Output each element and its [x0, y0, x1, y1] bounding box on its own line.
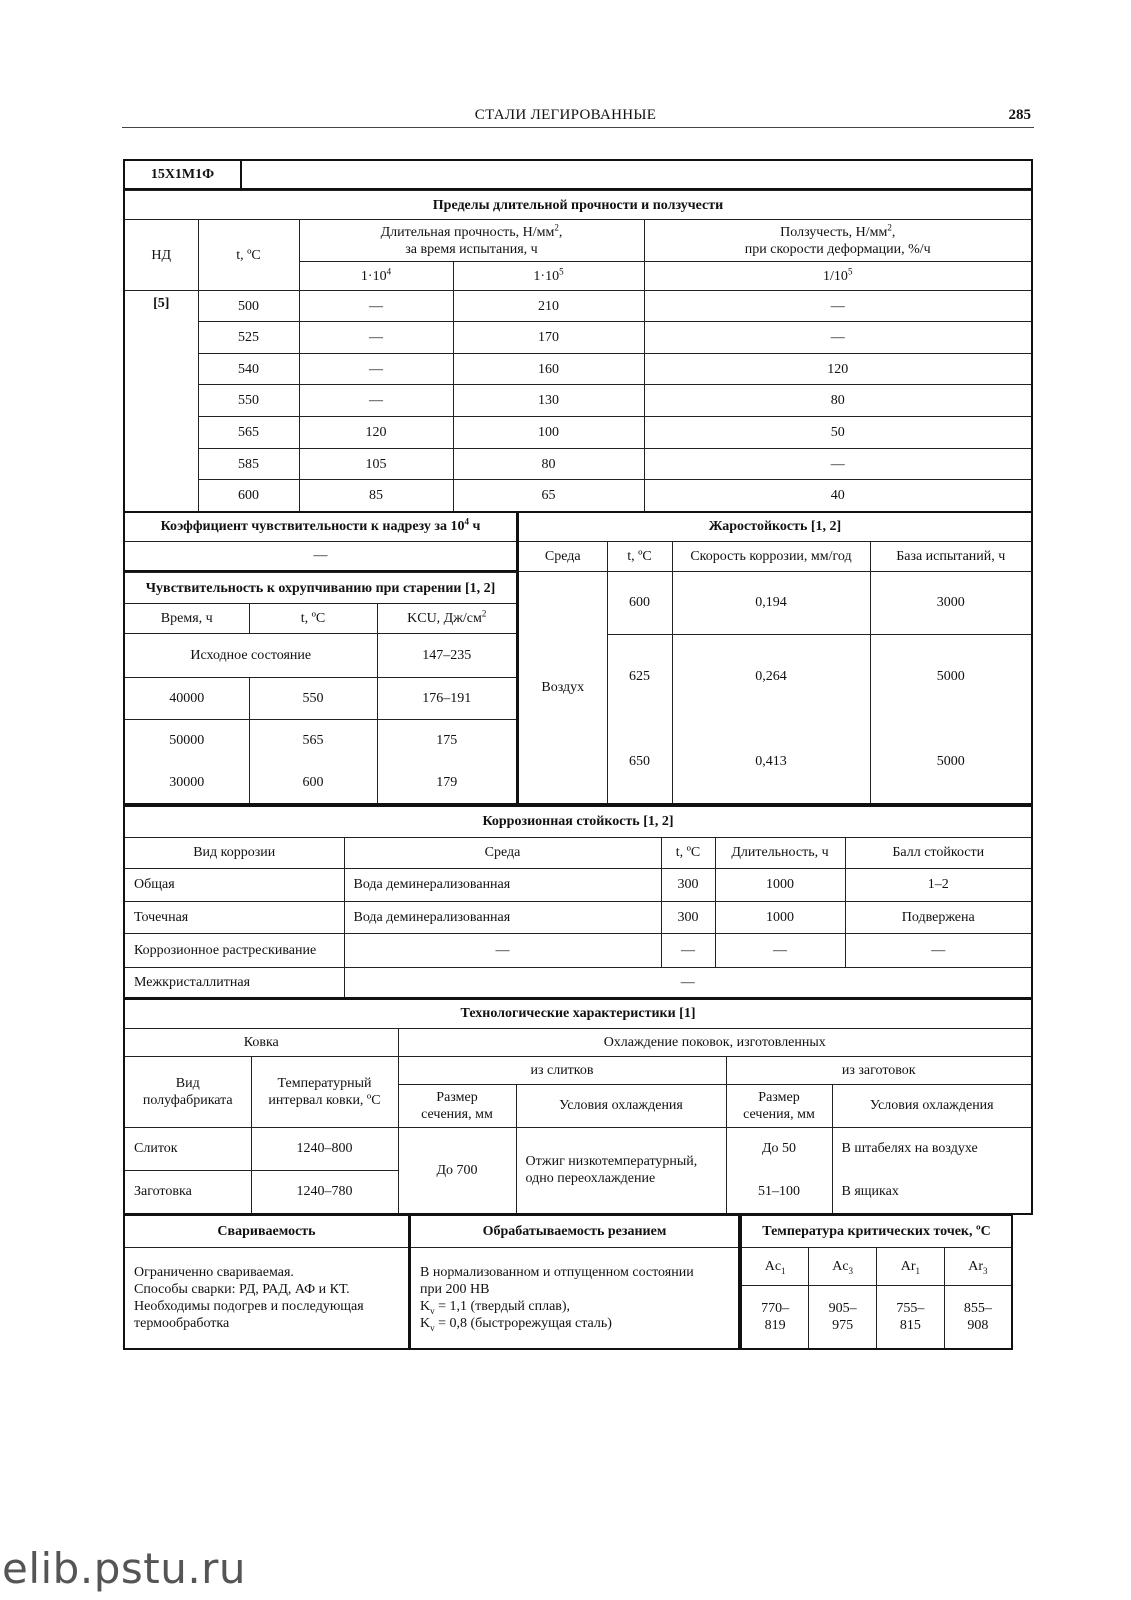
col-strength-sup: 2 [554, 221, 559, 232]
heat-rate: 0,413 [672, 719, 870, 804]
corr-medium: Вода деминерализованная [344, 901, 661, 933]
crit-value-1: 855– [963, 1300, 992, 1316]
heat-t: 600 [607, 571, 672, 634]
col-temp: t, ºC [607, 541, 672, 571]
notch-embrit-block [123, 511, 518, 805]
crit-value-1: 770– [761, 1300, 790, 1316]
col-base: База испытаний, ч [870, 541, 1032, 571]
embrit-time: 30000 [124, 762, 249, 804]
tech-billet-size: До 50 [726, 1127, 832, 1170]
creep-s4: — [299, 354, 453, 385]
col-creep-line1: Ползучесть, Н/мм [780, 224, 888, 240]
col-strength-line2: за время испытания, ч [405, 241, 538, 257]
creep-s5: 100 [453, 417, 644, 449]
col-kind [124, 1056, 251, 1127]
col-kind-1: Вид [175, 1075, 200, 1091]
weld-line: Способы сварки: РД, РАД, АФ и КТ. [134, 1281, 350, 1297]
corr-t: 300 [661, 901, 715, 933]
creep-c: — [644, 449, 1032, 480]
tech-title: Технологические характеристики [1] [124, 999, 1032, 1028]
page-number: 285 [1008, 107, 1031, 123]
creep-c: — [644, 322, 1032, 354]
embrit-kcu: 176–191 [377, 678, 517, 720]
table-row [124, 480, 1032, 512]
table-row [124, 720, 517, 762]
table-row [124, 933, 1032, 967]
tech-billet-cond: В ящиках [832, 1170, 1032, 1214]
corr-type: Точечная [124, 901, 344, 933]
col-medium: Среда [344, 837, 661, 868]
tech-ingot-size: До 700 [398, 1127, 516, 1214]
weld-title: Свариваемость [124, 1215, 409, 1247]
heat-base: 5000 [870, 719, 1032, 804]
col-temp: t, ºC [249, 604, 377, 634]
col-temp: t, ºC [661, 837, 715, 868]
table-row [124, 967, 1032, 998]
creep-t: 585 [198, 449, 299, 480]
weld-line: Необходимы подогрев и последующая [134, 1298, 364, 1314]
tech-billet-size: 51–100 [726, 1170, 832, 1214]
creep-c: — [644, 291, 1032, 322]
creep-s4: — [299, 385, 453, 417]
mach-title: Обрабатываемость резанием [410, 1215, 739, 1247]
creep-s4: 120 [299, 417, 453, 449]
mach-kv-symbol: K [420, 1315, 431, 1331]
steel-title-table [123, 159, 1033, 190]
creep-c: 120 [644, 354, 1032, 385]
creep-t: 600 [198, 480, 299, 512]
col-medium: Среда [518, 541, 607, 571]
col-kcu-sup: 2 [481, 608, 487, 619]
embrit-initial-label: Исходное состояние [124, 634, 377, 678]
crit-label-text: Ac [764, 1258, 782, 1274]
sub-1e5-base: 1·10 [533, 268, 560, 284]
tech-from-billets: из заготовок [726, 1056, 1032, 1084]
tech-cooling: Охлаждение поковок, изготовленных [398, 1028, 1032, 1056]
embrit-kcu: 179 [377, 762, 517, 804]
crit-label-sub: 1 [915, 1265, 921, 1276]
creep-s5: 170 [453, 322, 644, 354]
heat-table [517, 511, 1033, 805]
heat-t: 625 [607, 634, 672, 719]
tech-range: 1240–800 [251, 1127, 398, 1170]
crit-value [809, 1285, 877, 1349]
tech-billet-cond: В штабелях на воздухе [832, 1127, 1032, 1170]
creep-s5: 160 [453, 354, 644, 385]
table-row [124, 354, 1032, 385]
weld-block [123, 1214, 410, 1350]
table-row [124, 322, 1032, 354]
crit-label-text: Ar [968, 1258, 984, 1274]
col-size-2: сечения, мм [421, 1106, 493, 1122]
creep-s5: 130 [453, 385, 644, 417]
corr-medium: — [344, 933, 661, 967]
creep-s4: — [299, 291, 453, 322]
mach-kv-sub: v [430, 1322, 435, 1333]
col-cond-ingot: Условия охлаждения [516, 1084, 726, 1127]
crit-label-sub: 1 [781, 1265, 786, 1276]
col-kind-2: полуфабриката [142, 1092, 233, 1108]
notch-title-end: ч [469, 519, 481, 535]
col-time: Время, ч [124, 604, 249, 634]
crit-label [877, 1247, 945, 1285]
crit-value-2: 975 [832, 1317, 854, 1333]
tech-range: 1240–780 [251, 1170, 398, 1214]
crit-value [944, 1285, 1012, 1349]
mach-line: при 200 НВ [420, 1281, 490, 1297]
col-range-2: интервал ковки, ºC [268, 1092, 381, 1108]
tech-ingot-cond [516, 1127, 726, 1214]
heat-medium: Воздух [518, 571, 607, 804]
creep-c: 50 [644, 417, 1032, 449]
heat-base: 5000 [870, 634, 1032, 719]
crit-value-2: 819 [764, 1317, 786, 1333]
page-header-title: СТАЛИ ЛЕГИРОВАННЫЕ [474, 107, 657, 123]
tech-ingot-cond-2: одно переохлаждение [525, 1171, 656, 1187]
table-row [124, 678, 517, 720]
creep-s5: 65 [453, 480, 644, 512]
col-temp: t, ºC [198, 220, 299, 291]
creep-c: 40 [644, 480, 1032, 512]
creep-title: Пределы длительной прочности и ползучести [124, 191, 1032, 220]
sub-1e4-base: 1·10 [360, 268, 387, 284]
creep-s4: 105 [299, 449, 453, 480]
col-rate: Скорость коррозии, мм/год [672, 541, 870, 571]
crit-value-2: 908 [967, 1317, 989, 1333]
col-strength: Длительная прочность, $Н/мм^2$, за время испытания, ч [299, 220, 644, 262]
heat-rate: 0,194 [672, 571, 870, 634]
embrit-t: 550 [249, 678, 377, 720]
creep-s4: 85 [299, 480, 453, 512]
table-row [518, 571, 1032, 634]
col-size-2: сечения, мм [743, 1106, 815, 1122]
col-kcu-text: KCU, Дж/см [407, 611, 482, 626]
corr-t: 300 [661, 868, 715, 901]
creep-table [123, 190, 1033, 513]
col-kcu [377, 604, 517, 634]
crit-label-text: Ar [900, 1258, 916, 1274]
notch-table [123, 511, 518, 572]
nd-reference: [5] [124, 291, 198, 512]
heat-title: Жаростойкость [1, 2] [518, 512, 1032, 541]
heat-base: 3000 [870, 571, 1032, 634]
heat-t: 650 [607, 719, 672, 804]
notch-title-sup: 4 [464, 516, 469, 527]
tech-ingot-cond-1: Отжиг низкотемпературный, [525, 1154, 698, 1170]
col-range-1: Температурный [277, 1075, 372, 1091]
creep-c: 80 [644, 385, 1032, 417]
embrit-t: 565 [249, 720, 377, 762]
tech-from-ingots: из слитков [398, 1056, 726, 1084]
heat-rate: 0,264 [672, 634, 870, 719]
notch-value: — [124, 541, 517, 571]
embrit-title: Чувствительность к охрупчиванию при старении [1, 2] [124, 573, 517, 604]
watermark-url: elib.pstu.ru [2, 1544, 247, 1593]
weld-line: Ограниченно свариваемая. [134, 1264, 294, 1280]
embrit-kcu: 175 [377, 720, 517, 762]
mach-line: В нормализованном и отпущенном состоянии [420, 1264, 694, 1280]
crit-value-1: 905– [828, 1300, 857, 1316]
corr-dur: 1000 [715, 868, 845, 901]
table-row [124, 1127, 1032, 1170]
creep-t: 565 [198, 417, 299, 449]
crit-label [809, 1247, 877, 1285]
header-rule [122, 127, 1034, 128]
corr-score: Подвержена [845, 901, 1032, 933]
col-score: Балл стойкости [845, 837, 1032, 868]
col-size-1: Размер [436, 1089, 478, 1105]
crit-label-sub: 3 [983, 1265, 988, 1276]
corr-score: — [845, 933, 1032, 967]
crit-label [944, 1247, 1012, 1285]
corr-type: Межкристаллитная [124, 967, 344, 998]
tech-kind: Слиток [124, 1127, 251, 1170]
table-row [124, 901, 1032, 933]
embrit-table [123, 572, 518, 805]
col-nd: НД [124, 220, 198, 291]
embrit-t: 600 [249, 762, 377, 804]
sub-creep-base: 1/10 [823, 268, 848, 284]
table-row [124, 385, 1032, 417]
embrit-time: 50000 [124, 720, 249, 762]
table-row [124, 417, 1032, 449]
creep-t: 525 [198, 322, 299, 354]
table-row [124, 868, 1032, 901]
creep-t: 500 [198, 291, 299, 322]
creep-s5: 80 [453, 449, 644, 480]
corr-dur: — [715, 933, 845, 967]
corr-intergranular-value: — [344, 967, 1032, 998]
mach-kv-sub: v [430, 1305, 435, 1316]
crit-value [741, 1285, 809, 1349]
col-size-1: Размер [758, 1089, 800, 1105]
tech-forging: Ковка [124, 1028, 398, 1056]
weld-line: термообработка [134, 1315, 230, 1331]
embrit-time: 40000 [124, 678, 249, 720]
corr-title: Коррозионная стойкость [1, 2] [124, 806, 1032, 837]
corr-type: Общая [124, 868, 344, 901]
crit-title: Температура критических точек, ºC [741, 1215, 1012, 1247]
embrit-initial-value: 147–235 [377, 634, 517, 678]
critical-points-block [740, 1214, 1013, 1350]
sub-col-1e5 [453, 262, 644, 291]
tech-table [123, 998, 1033, 1215]
creep-s4: — [299, 322, 453, 354]
mach-line: = 0,8 (быстрорежущая сталь) [434, 1315, 612, 1331]
sub-col-creep-rate [644, 262, 1032, 291]
creep-s5: 210 [453, 291, 644, 322]
creep-t: 540 [198, 354, 299, 385]
mach-text [410, 1247, 739, 1349]
notch-title-text: Коэффициент чувствительности к надрезу за 10 [160, 519, 465, 535]
tech-block [123, 998, 1033, 1215]
mach-line: = 1,1 (твердый сплав), [434, 1298, 571, 1314]
corr-type: Коррозионное растрескивание [124, 933, 344, 967]
crit-label-text: Ac [832, 1258, 849, 1274]
col-cond-billet: Условия охлаждения [832, 1084, 1032, 1127]
col-creep-line2: при скорости деформации, %/ч [744, 241, 931, 257]
sub-col-1e4 [299, 262, 453, 291]
col-range [251, 1056, 398, 1127]
corr-dur: 1000 [715, 901, 845, 933]
tech-kind: Заготовка [124, 1170, 251, 1214]
crit-value-2: 815 [899, 1317, 921, 1333]
col-corr-type: Вид коррозии [124, 837, 344, 868]
sub-1e5-sup: 5 [559, 265, 564, 276]
corr-t: — [661, 933, 715, 967]
creep-block [123, 159, 1033, 513]
table-row [124, 762, 517, 804]
steel-grade: 15Х1М1Ф [124, 160, 241, 189]
col-creep-sup: 2 [887, 221, 892, 232]
col-size-ingot [398, 1084, 516, 1127]
weld-table [123, 1214, 410, 1350]
steel-title-empty [241, 160, 1032, 189]
table-row [124, 449, 1032, 480]
col-size-billet [726, 1084, 832, 1127]
crit-value-1: 755– [896, 1300, 925, 1316]
corrosion-table [123, 805, 1033, 999]
crit-value [877, 1285, 945, 1349]
mach-kv-symbol: K [420, 1298, 431, 1314]
col-creep: Ползучесть, $Н/мм^2$, при скорости деформации, %/ч [644, 220, 1032, 262]
heat-block [517, 511, 1033, 805]
notch-title [124, 512, 517, 541]
creep-t: 550 [198, 385, 299, 417]
corr-score: 1–2 [845, 868, 1032, 901]
col-duration: Длительность, ч [715, 837, 845, 868]
crit-label-sub: 3 [848, 1265, 854, 1276]
machining-table [409, 1214, 740, 1350]
machining-block [409, 1214, 740, 1350]
sub-creep-sup: 5 [847, 265, 853, 276]
corrosion-block [123, 805, 1033, 999]
col-strength-line1: Длительная прочность, Н/мм [380, 224, 555, 240]
corr-medium: Вода деминерализованная [344, 868, 661, 901]
table-row [124, 291, 1032, 322]
sub-1e4-sup: 4 [386, 265, 392, 276]
weld-text [124, 1247, 409, 1349]
crit-label [741, 1247, 809, 1285]
critical-points-table [740, 1214, 1013, 1350]
